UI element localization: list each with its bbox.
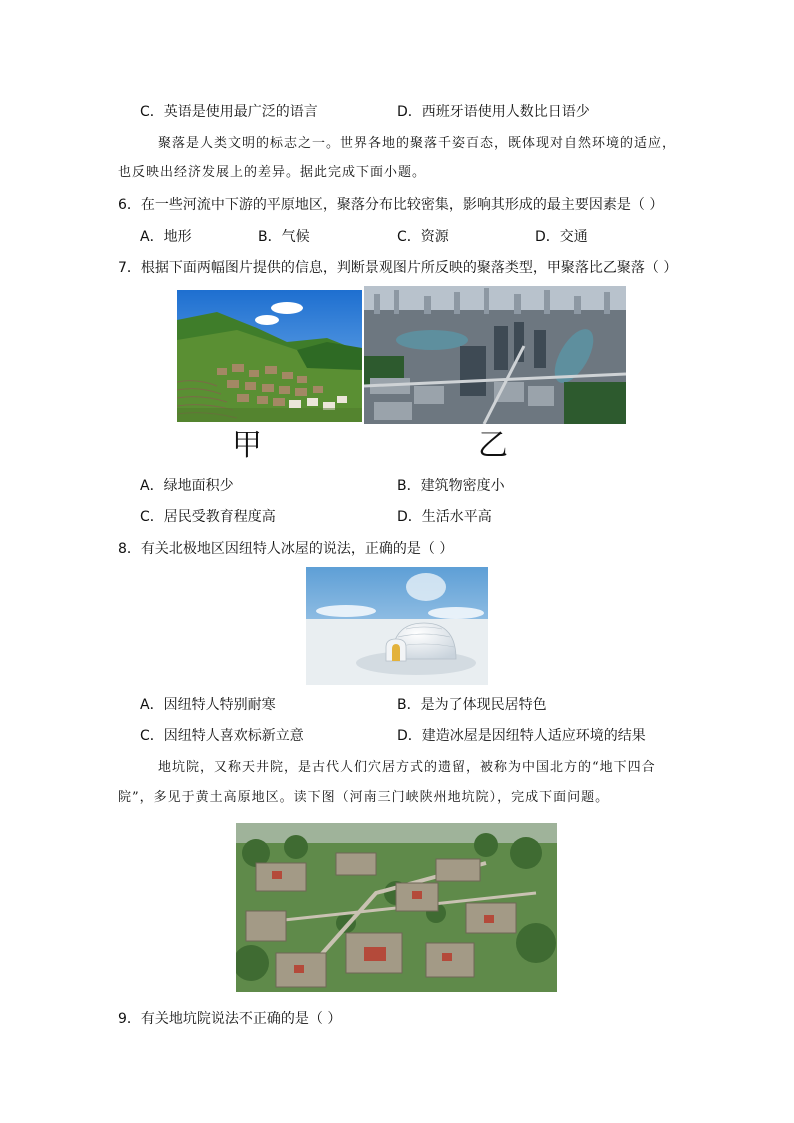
passage2-line2: 院”，多见于黄土高原地区。读下图（河南三门峡陕州地坑院），完成下面问题。: [118, 790, 610, 805]
mountain-village-photo: [177, 290, 362, 422]
q6-option-c: C．资源: [397, 229, 449, 245]
igloo-photo: [306, 567, 488, 685]
q7-option-c: C．居民受教育程度高: [140, 509, 276, 525]
q6-option-d: D．交通: [535, 229, 588, 245]
passage1-line1: 聚落是人类文明的标志之一。世界各地的聚落千姿百态，既体现对自然环境的适应，: [158, 136, 677, 151]
q8-option-b: B．是为了体现民居特色: [397, 697, 547, 713]
q7-option-b: B．建筑物密度小: [397, 478, 505, 494]
q6-option-b: B．气候: [258, 229, 310, 245]
q7-option-d: D．生活水平高: [397, 509, 492, 525]
q8-option-c: C．因纽特人喜欢标新立意: [140, 728, 304, 744]
q6-option-a: A．地形: [140, 229, 192, 245]
passage1-line2: 也反映出经济发展上的差异。据此完成下面小题。: [118, 165, 427, 180]
q8-option-d: D．建造冰屋是因纽特人适应环境的结果: [397, 728, 646, 744]
city-photo: [364, 286, 626, 424]
passage2-line1: 地坑院，又称天井院，是古代人们穴居方式的遗留，被称为中国北方的“地下四合: [158, 760, 656, 775]
q8-option-a: A．因纽特人特别耐寒: [140, 697, 276, 713]
q5-option-d: D．西班牙语使用人数比日语少: [397, 104, 590, 120]
q6-stem: 6．在一些河流中下游的平原地区，聚落分布比较密集，影响其形成的最主要因素是（ ）: [118, 197, 664, 213]
q7-option-a: A．绿地面积少: [140, 478, 234, 494]
q7-stem: 7．根据下面两幅图片提供的信息，判断景观图片所反映的聚落类型，甲聚落比乙聚落（ ）: [118, 260, 678, 276]
pit-courtyard-photo: [236, 823, 557, 992]
q9-stem: 9．有关地坑院说法不正确的是（ ）: [118, 1011, 342, 1027]
q5-option-c: C．英语是使用最广泛的语言: [140, 104, 318, 120]
label-yi: 乙: [478, 428, 508, 463]
q8-stem: 8．有关北极地区因纽特人冰屋的说法，正确的是（ ）: [118, 541, 454, 557]
label-jia: 甲: [232, 428, 262, 463]
